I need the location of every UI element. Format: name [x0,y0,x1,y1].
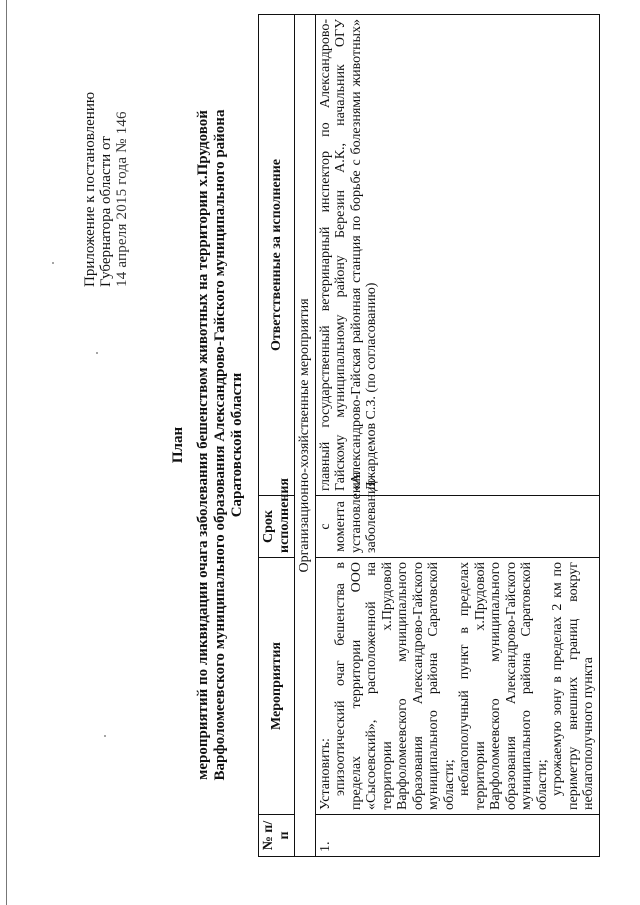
header-responsible: Ответственные за исполнение [259,15,295,496]
responsible-text: главный государственный ветеринарный инспектор по Александрово-Гайскому муниципальному району Березин А.К., начальник ОГУ «Александрово-Гайская районная станция по борьбе с болезнями животных» Джардемов С.З. (по согласованию) [317,19,379,491]
section-title: Организационно-хозяйственные мероприятия [295,15,316,857]
row-responsible [315,15,599,496]
title-line-2: Варфоломеевского муниципального образования Александрово-Гайского муниципального района [212,109,228,781]
header-term: Срок исполнения [259,496,295,558]
header-activity: Мероприятия [259,558,295,815]
title-line-3: Саратовской области [229,372,245,518]
row-activity [315,558,599,815]
activity-paragraph: угрожаемую зону в пределах 2 км по периметру внешних границ вокруг неблагополучного пункта [550,562,596,810]
title-line-1: мероприятий по ликвидации очага заболевания бешенством животных на территории х.Прудовой [195,110,211,780]
activity-paragraph: Установить: [317,738,333,810]
title-word: План [170,426,186,464]
table-row [315,15,599,857]
appendix-date-line: 14 апреля 2015 года № 146 [114,111,130,287]
header-num: № п/п [259,815,295,857]
appendix-note [82,17,130,287]
activity-paragraph: эпизоотический очаг бешенства в пределах территории ООО «Сысоевский», расположенной на территории х.Прудовой Варфоломеевского муниципального образования Александрово-Гайского муниципального района Саратовской области; [333,562,457,810]
activity-paragraph: неблагополучный пункт в пределах территории х.Прудовой Варфоломеевского муниципального образования Александрово-Гайского муниципального района Саратовской области; [457,562,550,810]
appendix-line-1: Приложение к постановлению [82,91,98,287]
table-header-row [259,15,295,857]
document-title [170,55,246,835]
row-term: с момента установления заболевания [315,496,599,558]
row-number: 1. [315,815,599,857]
plan-table [258,14,600,857]
appendix-line-2: Губернатора области от [98,136,114,287]
section-row [295,15,316,857]
